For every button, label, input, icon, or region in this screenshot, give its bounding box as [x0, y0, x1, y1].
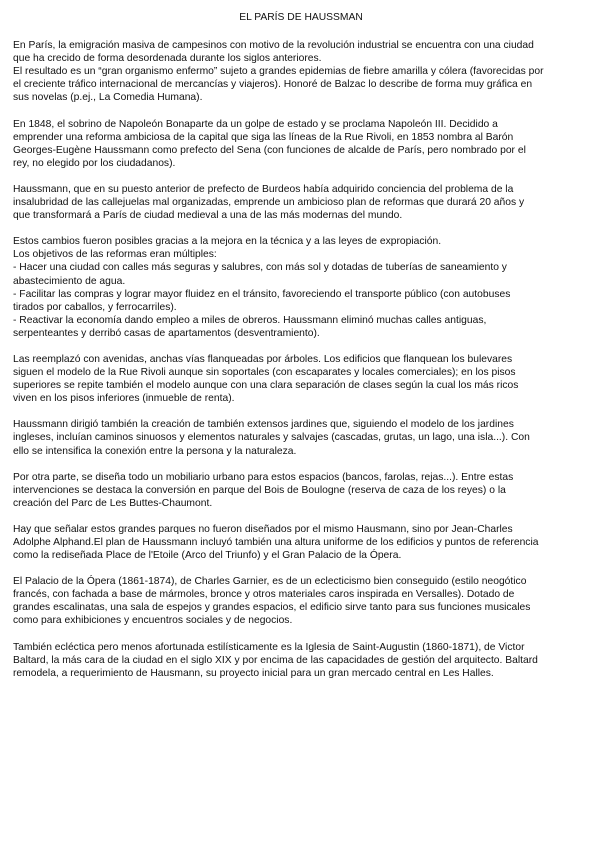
text-line: superiores se repite también el modelo aunque con una clara separación de clases según la cual los más ricos	[13, 380, 519, 392]
paragraph-1	[13, 39, 589, 104]
text-line: que ha crecido de forma desordenada durante los siglos anteriores.	[13, 53, 322, 65]
text-line: ello se intensifica la conexión entre la persona y la naturaleza.	[13, 445, 297, 457]
text-line: Las reemplazó con avenidas, anchas vías flanqueadas por árboles. Los edificios que flanquean los bulevares	[13, 353, 513, 365]
text-line: remodela, a requerimiento de Hausmann, su proyecto inicial para un gran mercado central en Les Halles.	[13, 667, 494, 679]
document-title: EL PARÍS DE HAUSSMAN	[239, 12, 363, 23]
text-line: como la rediseñada Place de l'Etoile (Arco del Triunfo) y el Gran Palacio de la Ópera.	[13, 550, 402, 562]
text-line: Baltard, la más cara de la ciudad en el siglo XIX y por encima de las capacidades de gestión del arquitecto. Baltard	[13, 654, 538, 666]
text-line: Haussmann dirigió también la creación de también extensos jardines que, siguiendo el modelo de los jardines	[13, 419, 514, 431]
text-line: Hay que señalar estos grandes parques no fueron diseñados por el mismo Hausmann, sino por Jean-Charles	[13, 523, 513, 535]
text-line: grandes escalinatas, una sala de espejos y grandes espacios, el edificio sirve tanto para sus funciones musicales	[13, 602, 531, 614]
text-line: Por otra parte, se diseña todo un mobiliario urbano para estos espacios (bancos, farolas, rejas...). Entre estas	[13, 471, 514, 483]
text-line: viven en los pisos inferiores (inmueble de renta).	[13, 393, 235, 405]
text-line: francés, con fachada a base de mármoles, bronce y otros materiales caros inspirada en Versalles). Dotado de	[13, 589, 515, 601]
text-line: insalubridad de las callejuelas mal organizadas, emprende un ambicioso plan de reformas que durará 20 años y	[13, 197, 525, 209]
paragraph-6	[13, 418, 589, 457]
paragraph-5	[13, 353, 589, 405]
text-line: Haussmann, que en su puesto anterior de prefecto de Burdeos había adquirido conciencia del problema de la	[13, 183, 514, 195]
text-line: En París, la emigración masiva de campesinos con motivo de la revolución industrial se encuentra con una ciudad	[13, 40, 534, 52]
text-line: emprender una reforma ambiciosa de la capital que siga las líneas de la Rue Rivoli, en 1853 nombra al Barón	[13, 131, 514, 143]
text-line: siguen el modelo de la Rue Rivoli aunque sin soportales (con escaparates y locales comerciales); en los pisos	[13, 367, 516, 379]
text-line: Adolphe Alphand.El plan de Haussmann incluyó también una altura uniforme de los edificios y puntos de referencia	[13, 537, 539, 548]
paragraph-2	[13, 118, 589, 170]
document-page	[13, 11, 589, 693]
text-line: También ecléctica pero menos afortunada estilísticamente es la Iglesia de Saint-Augustin (1860-1871), de Victor	[13, 641, 525, 653]
paragraph-10	[13, 641, 589, 680]
text-line: Georges-Eugène Haussmann como prefecto del Sena (con funciones de alcalde de París, pero nombrado por el	[13, 144, 526, 156]
text-line: abastecimiento de agua.	[13, 275, 126, 287]
text-line: Estos cambios fueron posibles gracias a la mejora en la técnica y a las leyes de expropiación.	[13, 236, 442, 248]
document-body	[13, 39, 589, 680]
paragraph-4	[13, 235, 589, 340]
text-line: tirados por caballos, y ferrocarriles).	[13, 301, 177, 313]
text-line: - Facilitar las compras y lograr mayor fluidez en el tránsito, favoreciendo el transporte público (con autobuses	[13, 288, 511, 300]
text-line: intervenciones se destaca la conversión en parque del Bois de Boulogne (reserva de caza de los reyes) o la	[13, 484, 506, 496]
text-line: En 1848, el sobrino de Napoleón Bonaparte da un golpe de estado y se proclama Napoleón III. Decidido a	[13, 118, 498, 130]
text-line: sus novelas (p.ej., La Comedia Humana).	[13, 92, 203, 104]
text-line: - Hacer una ciudad con calles más seguras y salubres, con más sol y dotadas de tuberías de saneamiento y	[13, 262, 507, 274]
text-line: Los objetivos de las reformas eran múltiples:	[13, 249, 217, 261]
text-line: El Palacio de la Ópera (1861-1874), de Charles Garnier, es de un eclecticismo bien conseguido (estilo neogótico	[13, 576, 527, 588]
text-line: creación del Parc de Les Buttes-Chaumont.	[13, 497, 213, 509]
text-line: El resultado es un “gran organismo enfermo” sujeto a grandes epidemias de fiebre amarilla y cólera (favorecidas por	[13, 66, 544, 78]
paragraph-3	[13, 183, 589, 222]
text-line: que transformará a París de ciudad medieval a una de las más modernas del mundo.	[13, 210, 403, 222]
text-line: como para exhibiciones y encuentros sociales y de negocios.	[13, 615, 293, 627]
text-line: ingleses, incluían caminos sinuosos y elementos naturales y salvajes (cascadas, grutas, un lago, una isla...). Con	[13, 432, 530, 444]
text-line: el creciente tráfico internacional de mercancías y viajeros). Honoré de Balzac lo describe de forma muy gráfica en	[13, 79, 533, 91]
text-line: serpenteantes y derribó casas de apartamentos (desventramiento).	[13, 327, 320, 339]
text-line: rey, no elegido por los ciudadanos).	[13, 157, 176, 169]
paragraph-8	[13, 523, 589, 562]
paragraph-9	[13, 575, 589, 627]
text-line: - Reactivar la economía dando empleo a miles de obreros. Haussmann eliminó muchas calles antiguas,	[13, 314, 487, 326]
paragraph-7	[13, 471, 589, 510]
